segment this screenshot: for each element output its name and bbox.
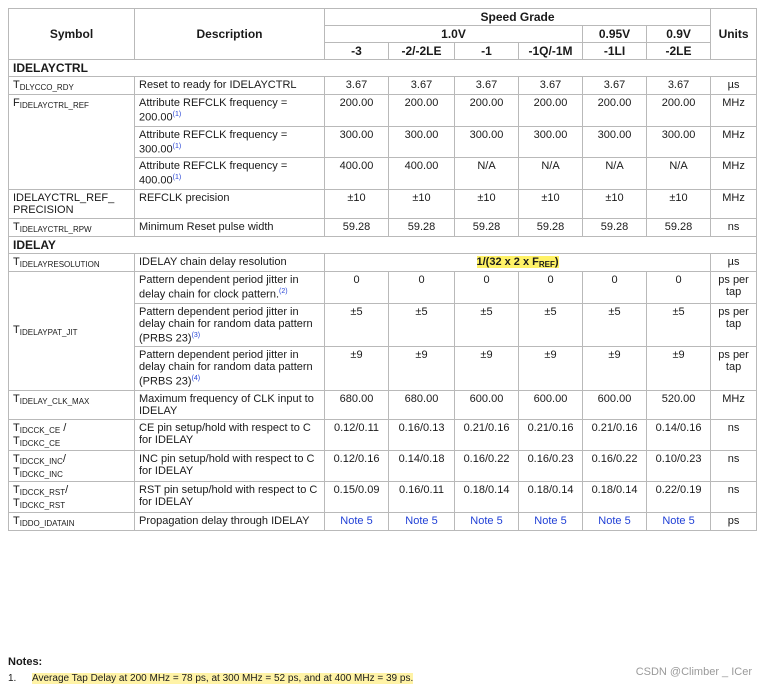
note-link[interactable]: Note 5 [389, 512, 455, 530]
value-cell: 300.00 [325, 126, 389, 158]
value-cell: 0.16/0.22 [455, 450, 519, 481]
value-cell: ±5 [389, 303, 455, 347]
note-link[interactable]: Note 5 [455, 512, 519, 530]
value-cell: 400.00 [389, 158, 455, 190]
value-cell: ±10 [325, 189, 389, 218]
description-cell: RST pin setup/hold with respect to C for IDELAY [135, 481, 325, 512]
unit-cell: ns [711, 218, 757, 236]
value-cell: 0 [455, 271, 519, 303]
value-cell: 0 [389, 271, 455, 303]
value-cell: 0 [325, 271, 389, 303]
symbol-cell: TDLYCCO_RDY [9, 77, 135, 95]
value-cell: N/A [647, 158, 711, 190]
table-row [9, 189, 757, 218]
symbol-cell: TIDELAYRESOLUTION [9, 253, 135, 271]
header-symbol: Symbol [9, 9, 135, 60]
section-title: IDELAYCTRL [9, 60, 757, 77]
unit-cell: MHz [711, 95, 757, 127]
table-row [9, 481, 757, 512]
value-cell: ±5 [519, 303, 583, 347]
header-description: Description [135, 9, 325, 60]
value-cell: 0.21/0.16 [455, 419, 519, 450]
unit-cell: ps per tap [711, 303, 757, 347]
note-link[interactable]: Note 5 [325, 512, 389, 530]
table-row [9, 512, 757, 530]
header-grade: -2LE [647, 43, 711, 60]
note-link[interactable]: Note 5 [519, 512, 583, 530]
description-cell: Attribute REFCLK frequency = $200.00^{(1)}$ [135, 95, 325, 127]
description-cell: Reset to ready for IDELAYCTRL [135, 77, 325, 95]
value-cell: ±9 [519, 347, 583, 391]
highlighted-formula: 1/(32 x 2 x FREF) [476, 255, 559, 269]
table-row [9, 253, 757, 271]
value-cell: 520.00 [647, 390, 711, 419]
value-cell: 0.18/0.14 [519, 481, 583, 512]
unit-cell: ns [711, 450, 757, 481]
value-cell: 200.00 [519, 95, 583, 127]
unit-cell: ps per tap [711, 347, 757, 391]
value-cell: 300.00 [455, 126, 519, 158]
header-row-1 [9, 9, 757, 26]
value-cell: 600.00 [455, 390, 519, 419]
value-cell: 59.28 [647, 218, 711, 236]
value-cell: ±5 [325, 303, 389, 347]
value-cell: 3.67 [647, 77, 711, 95]
note-number: 1. [8, 673, 17, 684]
unit-cell: µs [711, 77, 757, 95]
table-row [9, 271, 757, 303]
note-1 [8, 673, 413, 684]
table-row [9, 218, 757, 236]
value-cell: 0.21/0.16 [583, 419, 647, 450]
table-row [9, 77, 757, 95]
description-cell: REFCLK precision [135, 189, 325, 218]
value-cell: 0.12/0.16 [325, 450, 389, 481]
table-row [9, 390, 757, 419]
header-grade: -1LI [583, 43, 647, 60]
value-cell: ±10 [583, 189, 647, 218]
header-grade: -3 [325, 43, 389, 60]
value-cell: 600.00 [519, 390, 583, 419]
symbol-cell: TIDELAYCTRL_RPW [9, 218, 135, 236]
description-cell: Attribute REFCLK frequency = $400.00^{(1)}$ [135, 158, 325, 190]
unit-cell: ns [711, 481, 757, 512]
header-grade: -2/-2LE [389, 43, 455, 60]
value-cell: 59.28 [519, 218, 583, 236]
header-speed-grade: Speed Grade [325, 9, 711, 26]
table-row [9, 450, 757, 481]
symbol-cell: TIDDO_IDATAIN [9, 512, 135, 530]
value-cell: 200.00 [325, 95, 389, 127]
description-cell: Maximum frequency of CLK input to IDELAY [135, 390, 325, 419]
value-cell: 680.00 [325, 390, 389, 419]
table-row [9, 419, 757, 450]
value-cell: 0.18/0.14 [583, 481, 647, 512]
symbol-cell: TIDELAYPAT_JIT [9, 271, 135, 390]
value-cell: 0.22/0.19 [647, 481, 711, 512]
unit-cell: ps [711, 512, 757, 530]
value-cell: 200.00 [583, 95, 647, 127]
value-cell: 600.00 [583, 390, 647, 419]
section-row-idelay [9, 236, 757, 253]
value-cell: 59.28 [325, 218, 389, 236]
symbol-cell: TIDCCK_RST/ TIDCKC_RST [9, 481, 135, 512]
value-cell: 0.16/0.13 [389, 419, 455, 450]
value-cell: 59.28 [455, 218, 519, 236]
description-cell: INC pin setup/hold with respect to C for IDELAY [135, 450, 325, 481]
value-cell: 200.00 [389, 95, 455, 127]
value-cell: 3.67 [455, 77, 519, 95]
value-cell: 0.18/0.14 [455, 481, 519, 512]
unit-cell: MHz [711, 158, 757, 190]
value-cell: ±9 [647, 347, 711, 391]
symbol-cell: TIDCCK_CE / TIDCKC_CE [9, 419, 135, 450]
value-cell: ±5 [583, 303, 647, 347]
value-cell: N/A [519, 158, 583, 190]
value-cell: N/A [455, 158, 519, 190]
value-cell: 0.21/0.16 [519, 419, 583, 450]
description-cell: Pattern dependent period jitter in delay chain for clock pattern.$^{(2)}$ [135, 271, 325, 303]
value-cell: 3.67 [519, 77, 583, 95]
value-cell: 3.67 [325, 77, 389, 95]
description-cell: Minimum Reset pulse width [135, 218, 325, 236]
value-cell: ±5 [647, 303, 711, 347]
unit-cell: ns [711, 419, 757, 450]
unit-cell: MHz [711, 390, 757, 419]
description-cell: IDELAY chain delay resolution [135, 253, 325, 271]
note-text: Average Tap Delay at 200 MHz = 78 ps, at 300 MHz = 52 ps, and at 400 MHz = 39 ps. [32, 673, 414, 684]
value-cell: ±9 [389, 347, 455, 391]
description-cell: Attribute REFCLK frequency = $300.00^{(1)}$ [135, 126, 325, 158]
symbol-cell: FIDELAYCTRL_REF [9, 95, 135, 190]
value-cell: 0.14/0.18 [389, 450, 455, 481]
unit-cell: MHz [711, 189, 757, 218]
value-cell: ±10 [389, 189, 455, 218]
specification-table [8, 8, 757, 531]
header-voltage-0-95v: 0.95V [583, 26, 647, 43]
header-voltage-1-0v: 1.0V [325, 26, 583, 43]
value-cell: 300.00 [519, 126, 583, 158]
section-row-idelayctrl [9, 60, 757, 77]
description-cell: Propagation delay through IDELAY [135, 512, 325, 530]
header-grade: -1 [455, 43, 519, 60]
value-cell: 300.00 [389, 126, 455, 158]
notes-title: Notes: [8, 656, 43, 668]
value-cell: 3.67 [583, 77, 647, 95]
value-cell: 200.00 [647, 95, 711, 127]
symbol-cell: TIDELAY_CLK_MAX [9, 390, 135, 419]
value-cell: 3.67 [389, 77, 455, 95]
value-cell: 0.15/0.09 [325, 481, 389, 512]
value-cell: 200.00 [455, 95, 519, 127]
value-cell: 0 [519, 271, 583, 303]
value-cell: N/A [583, 158, 647, 190]
value-cell: ±9 [325, 347, 389, 391]
symbol-cell: IDELAYCTRL_REF_ PRECISION [9, 189, 135, 218]
value-cell: 0 [583, 271, 647, 303]
value-cell: 0 [647, 271, 711, 303]
value-cell: 300.00 [583, 126, 647, 158]
value-cell: 0.16/0.11 [389, 481, 455, 512]
header-units: Units [711, 9, 757, 60]
value-cell: 680.00 [389, 390, 455, 419]
value-cell: 400.00 [325, 158, 389, 190]
value-cell: ±10 [455, 189, 519, 218]
resolution-formula-cell [325, 253, 711, 271]
unit-cell: ps per tap [711, 271, 757, 303]
value-cell: 0.10/0.23 [647, 450, 711, 481]
description-cell: Pattern dependent period jitter in delay chain for random data pattern (PRBS 23)$^{(3)}$ [135, 303, 325, 347]
value-cell: 0.16/0.22 [583, 450, 647, 481]
value-cell: ±5 [455, 303, 519, 347]
table-row [9, 95, 757, 127]
description-cell: Pattern dependent period jitter in delay chain for random data pattern (PRBS 23)$^{(4)}$ [135, 347, 325, 391]
symbol-cell: TIDCCK_INC/ TIDCKC_INC [9, 450, 135, 481]
note-link[interactable]: Note 5 [583, 512, 647, 530]
section-title: IDELAY [9, 236, 757, 253]
header-grade: -1Q/-1M [519, 43, 583, 60]
value-cell: 0.14/0.16 [647, 419, 711, 450]
value-cell: 59.28 [583, 218, 647, 236]
unit-cell: µs [711, 253, 757, 271]
value-cell: 59.28 [389, 218, 455, 236]
value-cell: 0.16/0.23 [519, 450, 583, 481]
value-cell: ±10 [647, 189, 711, 218]
watermark: CSDN @Climber _ ICer [635, 666, 752, 678]
value-cell: 300.00 [647, 126, 711, 158]
value-cell: ±9 [455, 347, 519, 391]
header-voltage-0-9v: 0.9V [647, 26, 711, 43]
description-cell: CE pin setup/hold with respect to C for IDELAY [135, 419, 325, 450]
value-cell: 0.12/0.11 [325, 419, 389, 450]
unit-cell: MHz [711, 126, 757, 158]
note-link[interactable]: Note 5 [647, 512, 711, 530]
value-cell: ±9 [583, 347, 647, 391]
value-cell: ±10 [519, 189, 583, 218]
